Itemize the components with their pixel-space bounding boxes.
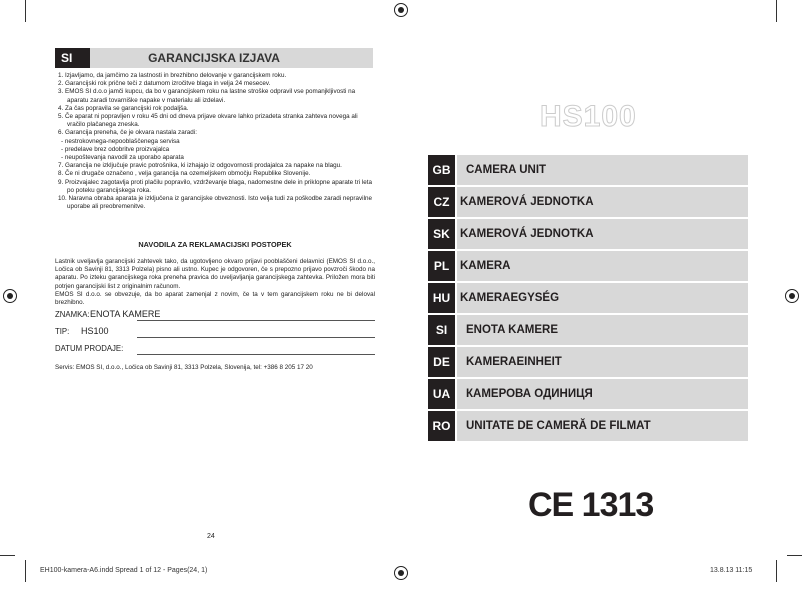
product-logo: HS100 [540,100,637,133]
registration-mark-icon [394,3,408,17]
list-item: 10. Naravna obraba aparata je izključena iz garancijske obveznosti. Isto velja tudi za poškodbe zaradi nepravilne uporabe ali preobremenitve. [58,195,372,211]
row-title: KAMEROVÁ JEDNOTKA [460,228,594,240]
row-title: ENOTA KAMERE [466,324,558,336]
language-code: GB [428,155,455,185]
list-item: 9. Proizvajalec zagotavlja proti plačilu popravilo, vzdrževanje blaga, nadomestne dele in priklopne aparate tri leta po poteku garancijskega roka. [58,178,372,194]
list-item: 4. Za čas popravila se garancijski rok podaljša. [58,104,189,112]
timestamp: 13.8.13 11:15 [710,567,753,574]
field-brand [55,307,375,321]
crop-mark [776,0,777,22]
language-row-sk [428,219,748,249]
list-item: 1. Izjavljamo, da jamčimo za lastnosti in brezhibno delovanje v garancijskem roku. [58,72,287,79]
row-title: КАМЕРОВА ОДИНИЦЯ [466,388,593,400]
list-item: - neupoštevanja navodil za uporabo aparata [61,154,184,162]
row-title: CAMERA UNIT [466,164,547,176]
field-sale-date [55,341,375,355]
language-code: PL [428,251,455,281]
list-item: 7. Garancija ne izključuje pravic potrošnika, ki izhajajo iz odgovornosti prodajalca za napake na blagu. [58,162,342,170]
row-title: UNITATE DE CAMERĂ DE FILMAT [466,420,651,432]
language-row-gb [428,155,748,185]
language-code: UA [428,379,455,409]
row-title: KAMERAEGYSÉG [460,292,560,304]
language-row-ua [428,379,748,409]
list-item: 5. Če aparat ni popravljen v roku 45 dni od dneva prijave okvare lahko prizadeta stranka zahteva novega ali vračilo plačanega zneska. [58,113,358,129]
section-header [55,48,373,68]
section-title: GARANCIJSKA IZJAVA [148,51,280,65]
field-type [55,324,375,338]
language-code: DE [428,347,455,377]
crop-mark [787,555,802,556]
language-row-si [428,315,748,345]
language-code: CZ [428,187,455,217]
field-line [137,337,375,338]
list-item: 6. Garancija preneha, če je okvara nastala zaradi: [58,129,197,137]
field-value: ENOTA KAMERE [90,309,161,319]
warranty-terms-list [55,72,375,211]
file-info: EH100-kamera-A6.indd Spread 1 of 12 - Pages(24, 1) [40,567,208,574]
registration-mark-icon [394,566,408,580]
row-title: KAMERA [460,260,511,272]
crop-mark [776,560,777,582]
field-line [137,320,375,321]
field-value: HS100 [81,326,109,336]
language-code: SI [428,315,455,345]
service-info: Servis: EMOS SI, d.o.o., Ločica ob Savinji 81, 3313 Polzela, Slovenija, tel: +386 8 205 17 20 [55,364,313,371]
registration-mark-icon [3,289,17,303]
crop-mark [25,560,26,582]
paragraph: EMOS SI d.o.o. se obvezuje, da bo aparat zamenjal z novim, če ta v tem garancijskem roku ne bi deloval brezhibno. [55,290,375,307]
paragraph: Lastnik uveljavlja garancijski zahtevek tako, da ugotovljeno okvaro prijavi pooblaščeni delavnici (EMOS SI d.o.o., Ločica ob Savinji 81, 3313 Polzela) pisno ali ustno. Kupec je odgovoren, če s prepozno prijavo povzroči škodo na aparatu. Po izteku garancijskega roka preneha pravica do uveljavljanja garancijskega zahtevka. Priložen mora biti potrjen garancijski list z originalnim računom. [55,258,375,290]
page-number: 24 [207,533,215,540]
language-code: SK [428,219,455,249]
language-code: HU [428,283,455,313]
list-item: 2. Garancijski rok prične teči z datumom izročitve blaga in velja 24 mesecev. [58,80,271,88]
list-item: - predelave brez odobritve proizvajalca [61,145,170,153]
list-item: - nestrokovnega-nepooblaščenega servisa [61,137,180,145]
ce-mark: CE 1313 [528,486,654,524]
row-title: KAMEROVÁ JEDNOTKA [460,196,594,208]
language-row-de [428,347,748,377]
crop-mark [0,555,15,556]
claims-procedure-text [55,258,375,307]
language-row-cz [428,187,748,217]
field-label: DATUM PRODAJE: [55,344,124,353]
language-row-hu [428,283,748,313]
field-label: ZNAMKA: [55,310,90,319]
language-row-ro [428,411,748,441]
registration-mark-icon [785,289,799,303]
field-line [137,354,375,355]
crop-mark [25,0,26,22]
row-title: KAMERAEINHEIT [466,356,562,368]
field-label: TIP: [55,327,70,336]
language-row-pl [428,251,748,281]
list-item: 3. EMOS SI d.o.o jamči kupcu, da bo v garancijskem roku na lastne stroške odpravil vse pomanjkljivosti na aparatu zaradi tovarniške napake v materialu ali izdelavi. [58,88,356,104]
claims-procedure-title: NAVODILA ZA REKLAMACIJSKI POSTOPEK [138,240,292,249]
language-code: SI [55,48,90,68]
language-code: RO [428,411,455,441]
list-item: 8. Če ni drugače označeno , velja garancija na ozemeljskem območju Republike Slovenije. [58,170,311,178]
